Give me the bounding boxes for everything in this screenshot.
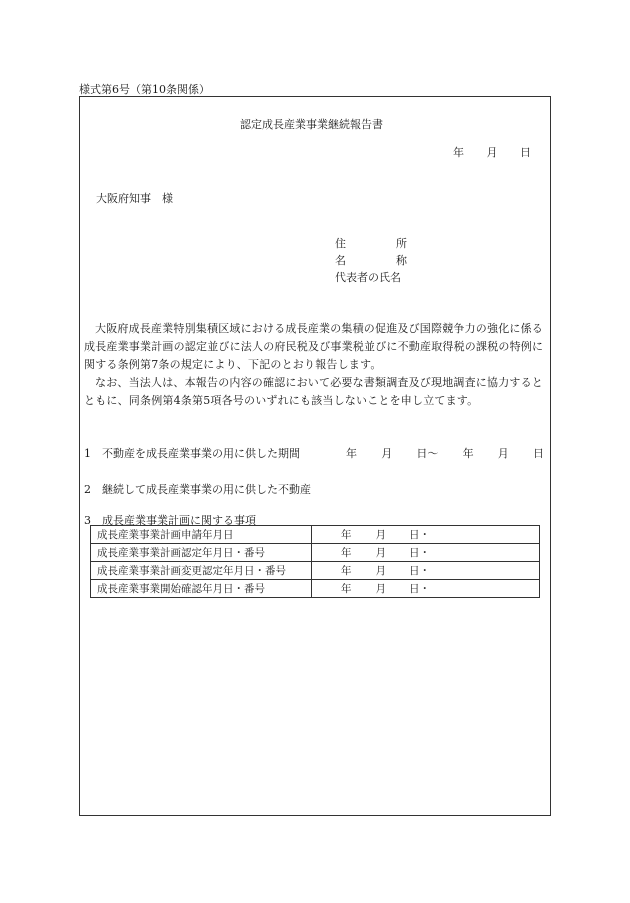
representative-label: 代表者の氏名 [335,271,401,284]
body-paragraph-1: 大阪府成長産業特別集積区域における成長産業の集積の促進及び国際競争力の強化に係る成長産業事業計画の認定並びに法人の府民税及び事業税並びに不動産取得税の課税の特例に関する条例第7条の規定により、下記のとおり報告します。 [84,322,544,371]
row-month-label: 月 [375,583,386,595]
row-month-label: 月 [375,547,386,559]
period-end-month: 月 [497,447,509,460]
submission-date [453,144,531,160]
table-row-label: 成長産業事業計画認定年月日・番号 [91,544,312,562]
date-day-label: 日 [520,146,531,159]
applicant-name-label [335,252,407,268]
plan-info-table [90,525,540,598]
row-year-label: 年 [341,529,352,541]
item-1-period [346,445,544,461]
name-label-char-2: 称 [396,254,407,267]
address-label-char-1: 住 [335,237,346,250]
addressee: 大阪府知事 様 [96,192,173,205]
document-title: 認定成長産業事業継続報告書 [240,118,383,131]
table-row [91,580,540,598]
row-month-label: 月 [375,529,386,541]
table-row [91,526,540,544]
item-3-heading: 3 成長産業事業計画に関する事項 [84,514,256,527]
body-text [84,320,548,410]
body-paragraph-2: なお、当法人は、本報告の内容の確認において必要な書類調査及び現地調査に協力するとともに、同条例第4条第5項各号のいずれにも該当しないことを申し立てます。 [84,376,543,407]
row-day-label: 日・ [409,565,430,577]
row-day-label: 日・ [409,529,430,541]
table-row [91,544,540,562]
address-label-char-2: 所 [396,237,407,250]
table-row-date [312,544,540,562]
period-end-day: 日 [532,447,544,460]
table-row-label: 成長産業事業計画申請年月日 [91,526,312,544]
date-year-label: 年 [453,146,464,159]
period-start-year: 年 [346,447,357,460]
item-2-heading: 2 継続して成長産業事業の用に供した不動産 [84,483,311,496]
period-start-month: 月 [381,447,393,460]
period-end-year: 年 [462,447,474,460]
table-row [91,562,540,580]
row-day-label: 日・ [409,547,430,559]
row-year-label: 年 [341,565,352,577]
table-row-date [312,526,540,544]
row-month-label: 月 [375,565,386,577]
date-month-label: 月 [486,146,498,159]
item-1-heading: 1 不動産を成長産業事業の用に供した期間 [84,447,300,460]
table-row-date [312,580,540,598]
table-row-label: 成長産業事業開始確認年月日・番号 [91,580,312,598]
table-row-date [312,562,540,580]
name-label-char-1: 名 [335,254,346,267]
applicant-address-label [335,235,407,251]
row-year-label: 年 [341,583,352,595]
table-row-label: 成長産業事業計画変更認定年月日・番号 [91,562,312,580]
row-year-label: 年 [341,547,352,559]
row-day-label: 日・ [409,583,430,595]
form-number: 様式第6号（第10条関係） [79,83,210,96]
period-start-day: 日～ [416,447,439,460]
